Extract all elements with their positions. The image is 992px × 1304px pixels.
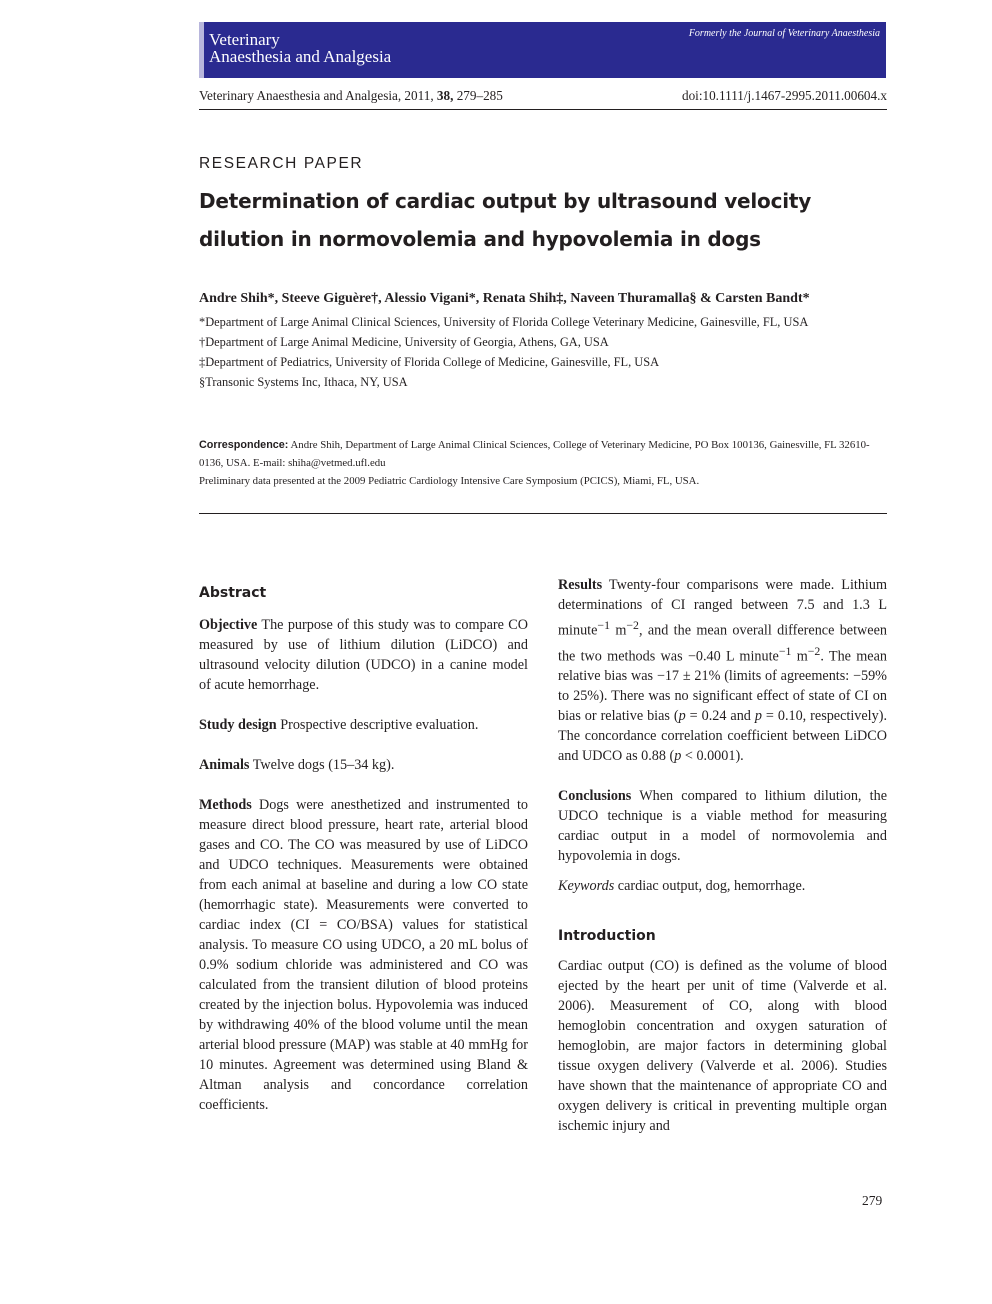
introduction-heading: Introduction bbox=[558, 928, 656, 945]
journal-name bbox=[209, 31, 391, 65]
author-list: Andre Shih*, Steeve Giguère†, Alessio Vigani*, Renata Shih‡, Naveen Thuramalla§ & Carsten Bandt* bbox=[199, 291, 810, 306]
formerly-note: Formerly the Journal of Veterinary Anaesthesia bbox=[688, 28, 880, 39]
abstract-conclusions bbox=[558, 786, 887, 866]
abstract-heading: Abstract bbox=[199, 585, 267, 601]
affiliations bbox=[199, 312, 808, 392]
page-number: 279 bbox=[862, 1193, 883, 1208]
abstract-objective bbox=[199, 615, 528, 695]
abstract-methods bbox=[199, 795, 528, 1115]
article-title: Determination of cardiac output by ultrasound velocity dilution in normovolemia and hypovolemia in dogs bbox=[199, 189, 812, 251]
results-text: , and the mean overall difference between the two methods was −0.40 L minute bbox=[558, 622, 887, 665]
p-symbol: p bbox=[674, 748, 682, 765]
header-rule bbox=[199, 109, 887, 110]
correspondence-text: Andre Shih, Department of Large Animal Clinical Sciences, College of Veterinary Medicine, PO Box 100136, Gainesville, FL 32610-0136, USA. E-mail: shiha@vetmed.ufl.edu bbox=[199, 439, 870, 469]
correspondence-label: Correspondence: bbox=[199, 439, 289, 451]
methods-text: Dogs were anesthetized and instrumented to measure direct blood pressure, heart rate, arterial blood gases and CO. The CO was measured by use of LiDCO and UDCO techniques. Measurements were obtained from each animal at baseline and during a low CO state (hemorrhagic state). Measurements were converted to cardiac index (CI = CO/BSA) values for statistical analysis. To measure CO using UDCO, a 20 mL bolus of 0.9% sodium chloride was administered and CO was calculated from the transient dilution of blood proteins created by the injection bolus. Hypovolemia was induced by withdrawing 40% of the blood volume until the mean arterial blood pressure (MAP) was stable at 40 mmHg for 10 minutes. Agreement was determined using Bland & Altman analysis and concordance correlation coefficients. bbox=[199, 797, 528, 1113]
conclusions-text: When compared to lithium dilution, the UDCO technique is a viable method for measuring cardiac output in a model of normovolemia and hypovolemia in dogs. bbox=[558, 788, 887, 865]
doi[interactable]: doi:10.1111/j.1467-2995.2011.00604.x bbox=[681, 88, 887, 103]
conclusions-label: Conclusions bbox=[558, 788, 632, 805]
results-text: Twenty-four comparisons were made. Lithium determinations of CI ranged between 7.5 and 1.3 L minute bbox=[558, 577, 887, 639]
keywords bbox=[558, 876, 887, 896]
p-symbol: p bbox=[754, 708, 762, 725]
superscript: −1 bbox=[597, 618, 610, 632]
citation-volume: 38, bbox=[436, 88, 454, 103]
citation-pages: 279–285 bbox=[453, 88, 503, 103]
left-column bbox=[199, 575, 528, 1135]
journal-name-line1: Veterinary bbox=[209, 30, 280, 49]
affiliation: *Department of Large Animal Clinical Sciences, University of Florida College Veterinary Medicine, Gainesville, FL, USA bbox=[199, 315, 809, 329]
objective-label: Objective bbox=[199, 617, 258, 633]
keywords-label: Keywords bbox=[558, 878, 615, 895]
results-text: = 0.24 and bbox=[685, 708, 755, 725]
animals-label: Animals bbox=[199, 757, 250, 773]
journal-name-line2: Anaesthesia and Analgesia bbox=[209, 47, 392, 66]
objective-text: The purpose of this study was to compare CO measured by use of lithium dilution (LiDCO) and ultrasound velocity dilution (UDCO) in a canine model of acute hemorrhage. bbox=[199, 617, 528, 693]
results-label: Results bbox=[558, 577, 603, 593]
superscript: −2 bbox=[807, 643, 821, 658]
affiliation: §Transonic Systems Inc, Ithaca, NY, USA bbox=[199, 375, 408, 389]
correspondence bbox=[199, 436, 889, 490]
results-text: m bbox=[610, 622, 627, 639]
presentation-note: Preliminary data presented at the 2009 Pediatric Cardiology Intensive Care Symposium (PCICS), Miami, FL, USA. bbox=[199, 475, 700, 487]
results-text: . The mean relative bias was −17 ± 21% (limits of agreements: −59% to 25%). There was no significant effect of state of CI on bias or relative bias ( bbox=[558, 648, 887, 725]
affiliation: †Department of Large Animal Medicine, University of Georgia, Athens, GA, USA bbox=[199, 335, 609, 349]
right-column bbox=[558, 575, 887, 1156]
citation-journal: Veterinary Anaesthesia and Analgesia, 2011, bbox=[199, 88, 437, 103]
introduction-text: Cardiac output (CO) is defined as the volume of blood ejected by the heart per unit of time (Valverde et al. 2006). Measurement of CO, along with blood hemoglobin concentration and oxygen saturation of hemoglobin, are major factors in determining global tissue oxygen delivery (Valverde et al. 2006). Studies have shown that the maintenance of appropriate CO and oxygen delivery is critical in preventing multiple organ ischemic injury and bbox=[558, 958, 887, 1135]
keywords-text: cardiac output, dog, hemorrhage. bbox=[614, 878, 806, 895]
citation-line bbox=[199, 88, 887, 104]
animals-text: Twelve dogs (15–34 kg). bbox=[249, 757, 395, 773]
journal-citation bbox=[199, 88, 503, 104]
methods-label: Methods bbox=[199, 797, 252, 813]
results-text: m bbox=[791, 648, 808, 665]
results-text: < 0.0001). bbox=[681, 748, 744, 765]
superscript: −1 bbox=[778, 643, 792, 658]
p-symbol: p bbox=[678, 708, 686, 725]
results-text: = 0.10, respectively). The concordance correlation coefficient between LiDCO and UDCO as 0.88 ( bbox=[558, 708, 887, 765]
superscript: −2 bbox=[626, 618, 639, 632]
abstract-results bbox=[558, 575, 887, 766]
journal-banner bbox=[199, 22, 886, 78]
abstract-animals bbox=[199, 755, 528, 775]
abstract-design bbox=[199, 715, 528, 735]
section-rule bbox=[199, 513, 887, 514]
affiliation: ‡Department of Pediatrics, University of Florida College of Medicine, Gainesville, FL, USA bbox=[199, 355, 660, 369]
paper-type: RESEARCH PAPER bbox=[199, 155, 364, 172]
design-label: Study design bbox=[199, 717, 277, 733]
design-text: Prospective descriptive evaluation. bbox=[276, 717, 479, 733]
